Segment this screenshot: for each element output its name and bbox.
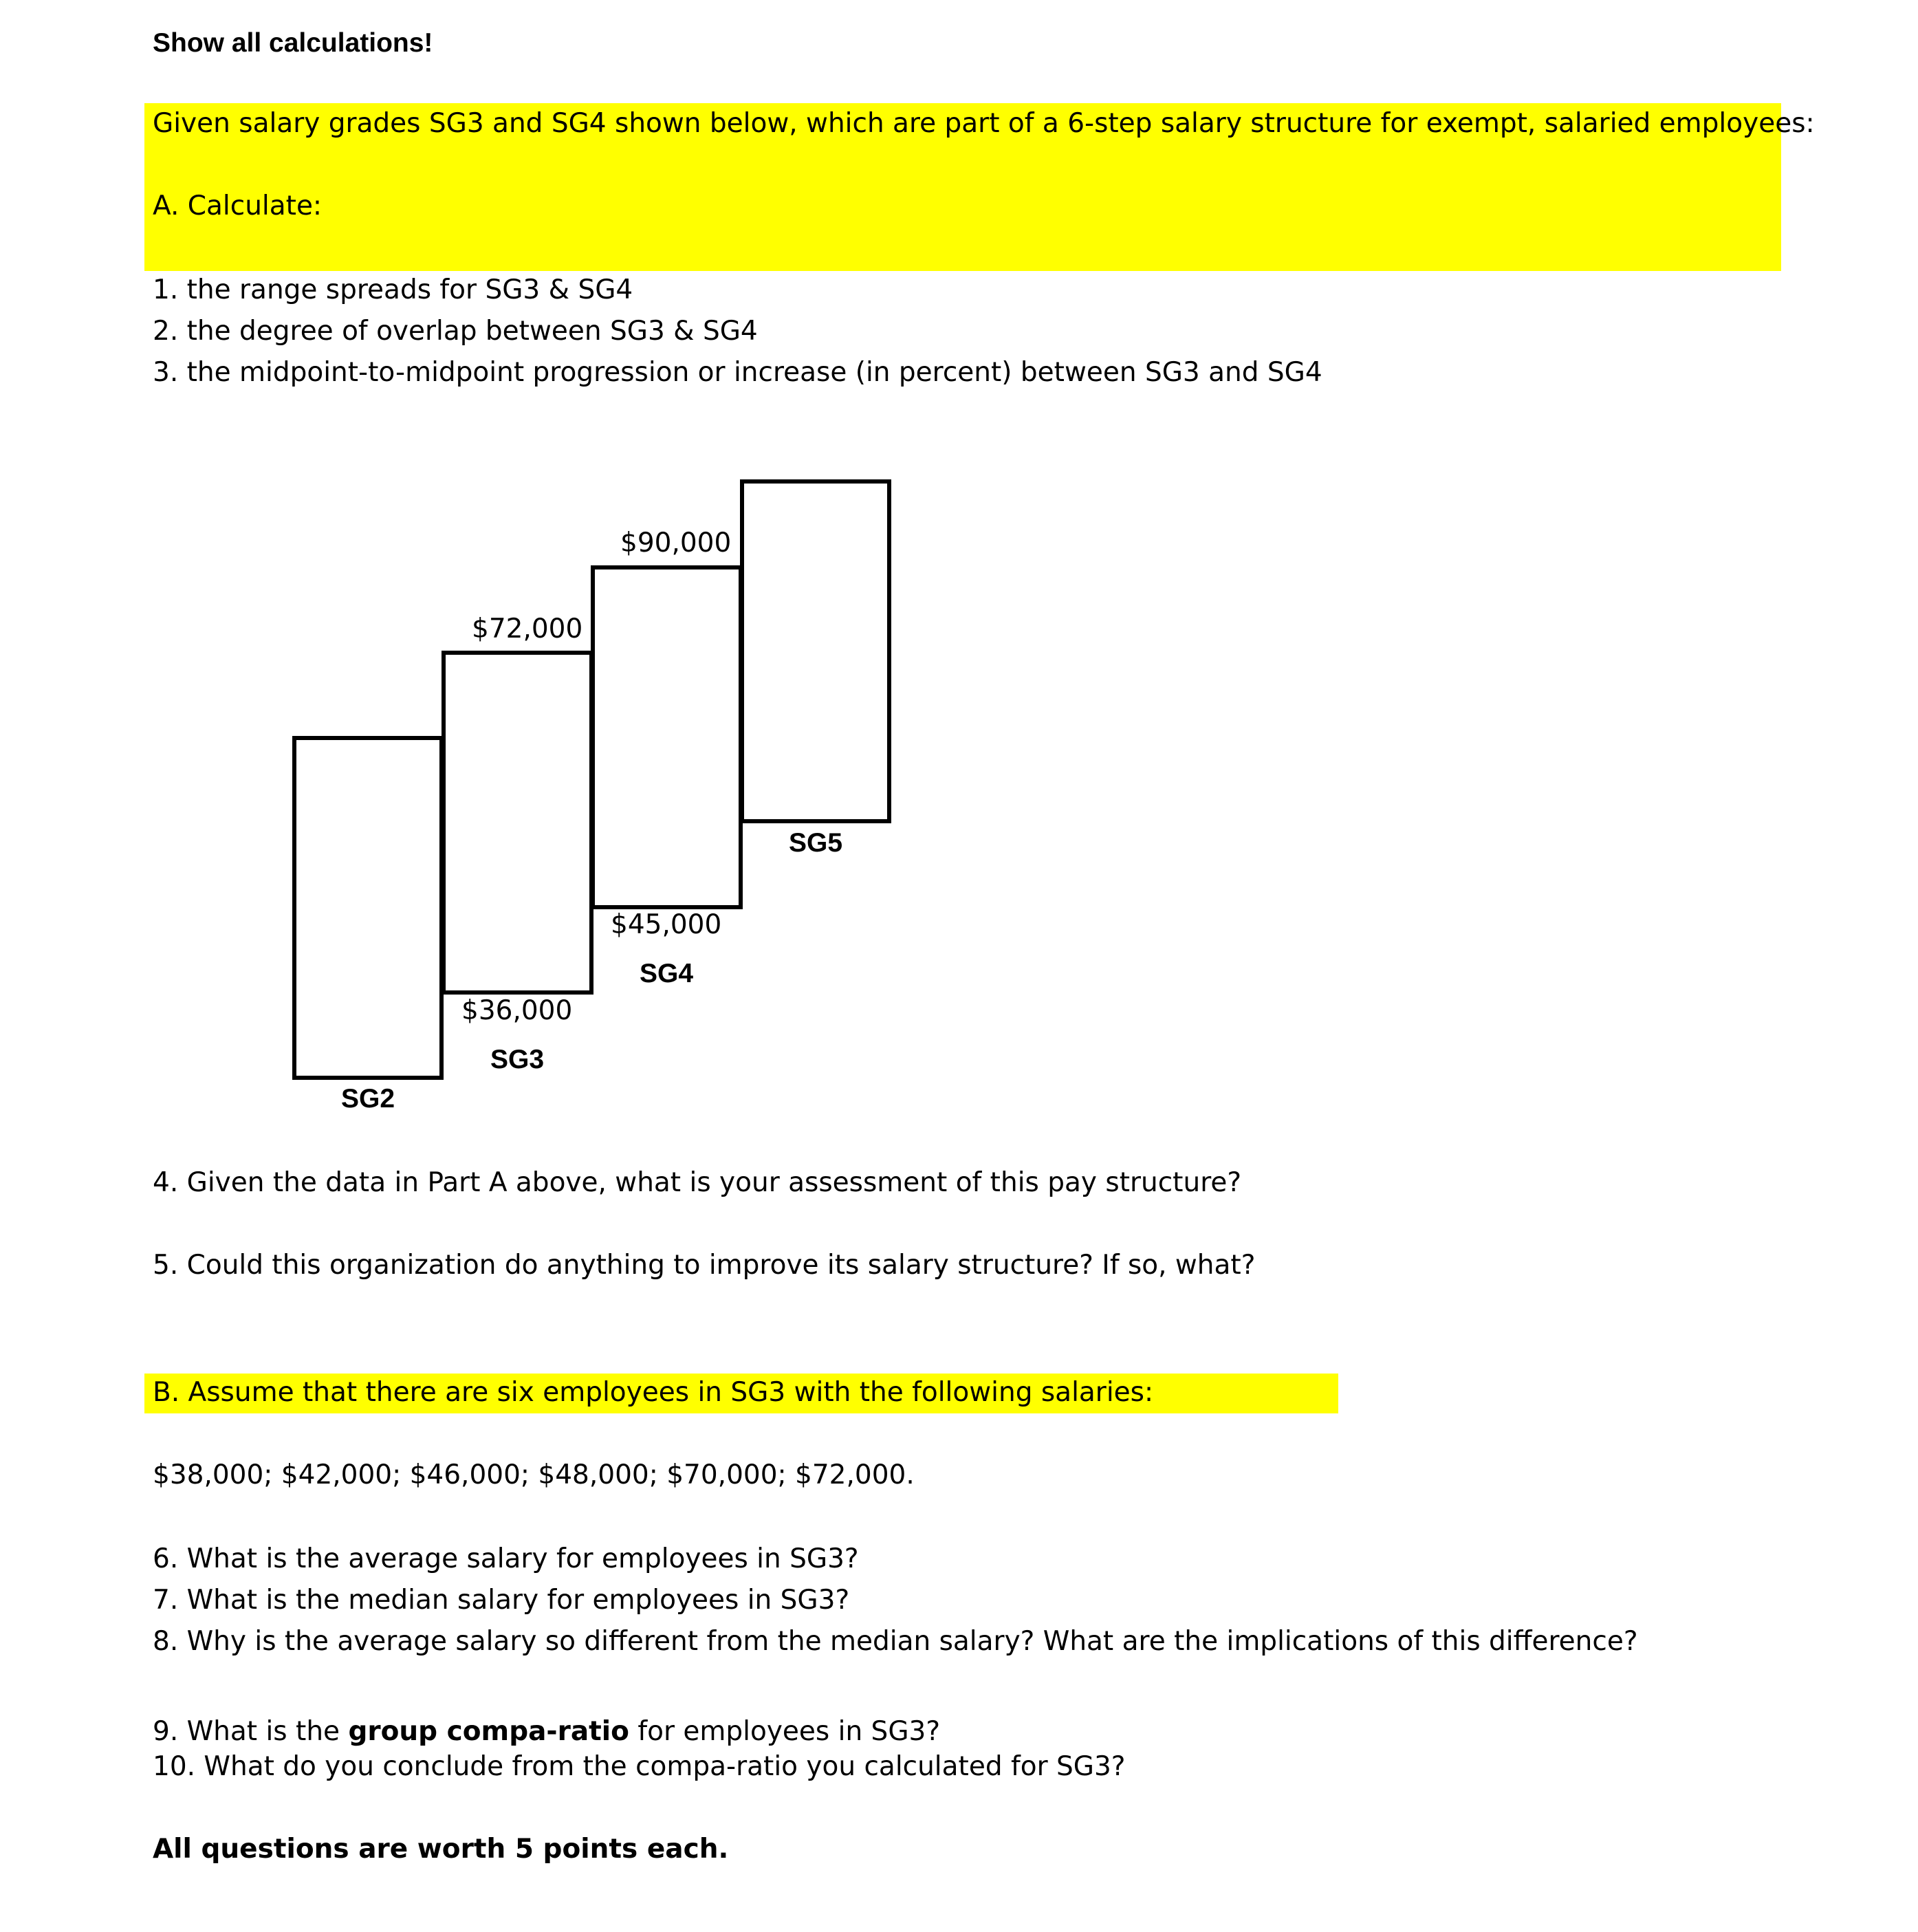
sg5-label: SG5: [788, 828, 843, 858]
sg3-label: SG3: [490, 1045, 545, 1074]
question-9-suffix: for employees in SG3?: [629, 1716, 941, 1747]
part-a-intro: Given salary grades SG3 and SG4 shown below, which are part of a 6-step salary structure for exempt, salaried employees:: [153, 108, 1815, 139]
sg4-range-bar: [591, 565, 743, 909]
sg4-max-label: $90,000: [620, 528, 732, 558]
sg2-range-bar: [292, 736, 444, 1080]
group-compa-ratio-term: group compa-ratio: [348, 1716, 629, 1747]
sg2-label: SG2: [340, 1084, 395, 1114]
question-8: 8. Why is the average salary so different from the median salary? What are the implications of this difference?: [153, 1626, 1638, 1657]
question-4: 4. Given the data in Part A above, what is your assessment of this pay structure?: [153, 1167, 1242, 1198]
question-9-prefix: 9. What is the: [153, 1716, 349, 1747]
question-7: 7. What is the median salary for employees in SG3?: [153, 1585, 850, 1616]
question-10: 10. What do you conclude from the compa-ratio you calculated for SG3?: [153, 1751, 1126, 1782]
sg3-max-label: $72,000: [472, 614, 583, 644]
question-3: 3. the midpoint-to-midpoint progression or increase (in percent) between SG3 and SG4: [153, 357, 1322, 388]
question-9: [153, 1716, 940, 1748]
sg4-min-label: $45,000: [611, 909, 722, 940]
sg3-min-label: $36,000: [461, 995, 573, 1026]
question-6: 6. What is the average salary for employees in SG3?: [153, 1543, 859, 1574]
points-note: All questions are worth 5 points each.: [153, 1834, 729, 1865]
page-instruction: Show all calculations!: [153, 28, 433, 58]
sg5-range-bar: [740, 479, 891, 823]
sg4-label: SG4: [639, 959, 694, 988]
question-2: 2. the degree of overlap between SG3 & SG4: [153, 316, 758, 347]
part-b-intro: B. Assume that there are six employees in SG3 with the following salaries:: [153, 1377, 1154, 1408]
salary-list: $38,000; $42,000; $46,000; $48,000; $70,000; $72,000.: [153, 1459, 915, 1490]
question-5: 5. Could this organization do anything to improve its salary structure? If so, what?: [153, 1250, 1256, 1281]
part-a-heading: A. Calculate:: [153, 191, 323, 221]
sg3-range-bar: [442, 651, 593, 995]
question-1: 1. the range spreads for SG3 & SG4: [153, 274, 633, 305]
